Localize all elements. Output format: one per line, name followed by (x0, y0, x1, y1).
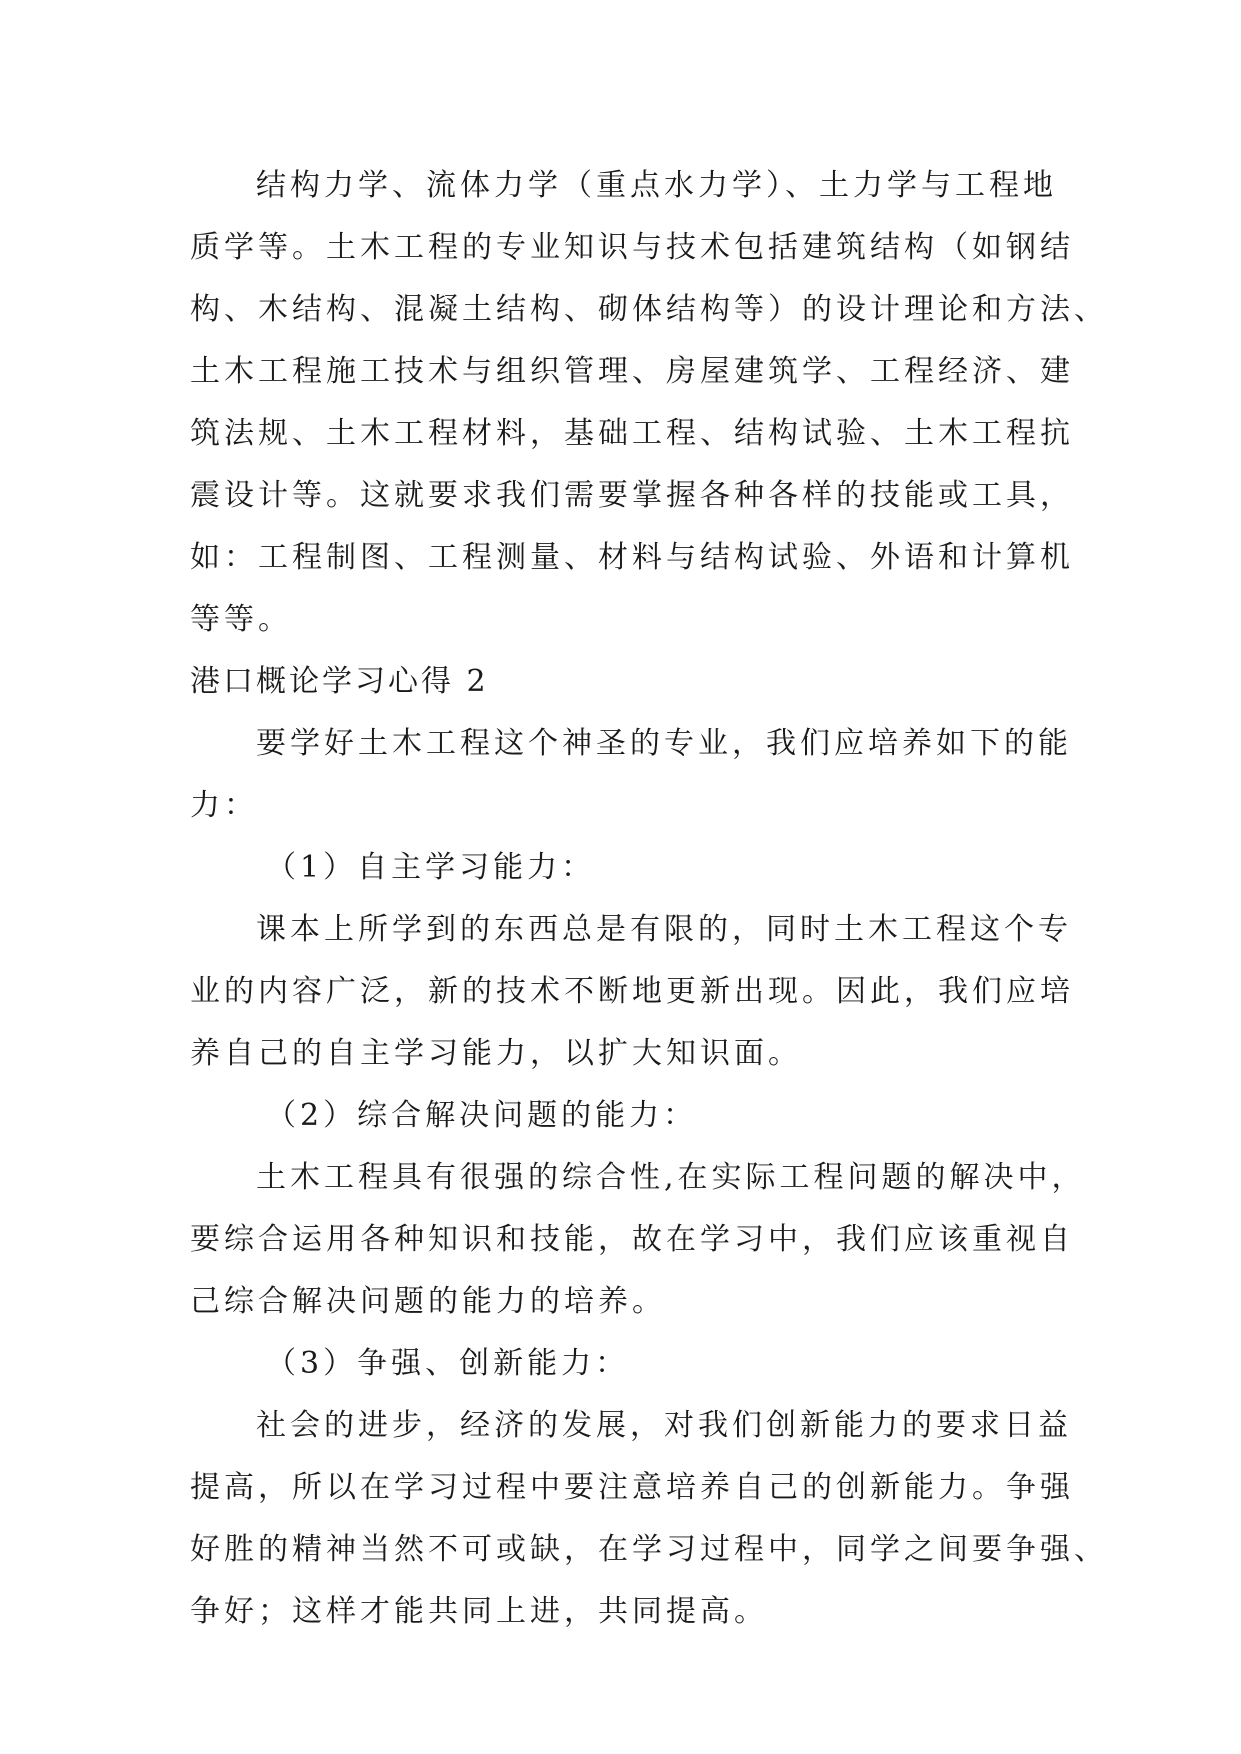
text-line: 筑法规、土木工程材料，基础工程、结构试验、土木工程抗 (190, 416, 1074, 451)
item-title-1: （1）自主学习能力： (266, 850, 596, 885)
paragraph-item-2 (190, 1147, 1086, 1333)
text-line: 结构力学、流体力学（重点水力学）、土力学与工程地 (256, 168, 1057, 203)
text-line: 社会的进步，经济的发展，对我们创新能力的要求日益 (256, 1408, 1072, 1443)
text-line: 己综合解决问题的能力的培养。 (190, 1284, 666, 1319)
document-page (190, 155, 1108, 1643)
text-line: 等等。 (190, 602, 292, 637)
text-line: 课本上所学到的东西总是有限的，同时土木工程这个专 (256, 912, 1072, 947)
paragraph-intro (190, 713, 1072, 837)
text-line: 如：工程制图、工程测量、材料与结构试验、外语和计算机 (190, 540, 1074, 575)
item-title-3: （3）争强、创新能力： (266, 1346, 630, 1381)
text-line: 争好；这样才能共同上进，共同提高。 (190, 1594, 768, 1629)
text-line: 要综合运用各种知识和技能，故在学习中，我们应该重视自 (190, 1222, 1074, 1257)
paragraph-item-3 (190, 1395, 1108, 1643)
item-title-2: （2）综合解决问题的能力： (266, 1098, 698, 1133)
text-line: 好胜的精神当然不可或缺，在学习过程中，同学之间要争强、 (190, 1532, 1108, 1567)
text-line: 力： (190, 788, 258, 823)
text-line: 养自己的自主学习能力，以扩大知识面。 (190, 1036, 802, 1071)
text-line: 提高，所以在学习过程中要注意培养自己的创新能力。争强 (190, 1470, 1074, 1505)
text-line: 构、木结构、混凝土结构、砌体结构等）的设计理论和方法、 (190, 292, 1108, 327)
text-line: 土木工程施工技术与组织管理、房屋建筑学、工程经济、建 (190, 354, 1074, 389)
text-line: 震设计等。这就要求我们需要掌握各种各样的技能或工具， (190, 478, 1074, 513)
paragraph-item-1 (190, 899, 1074, 1085)
text-line: 业的内容广泛，新的技术不断地更新出现。因此，我们应培 (190, 974, 1074, 1009)
text-line: 土木工程具有很强的综合性,在实际工程问题的解决中， (256, 1160, 1086, 1195)
text-line: 质学等。土木工程的专业知识与技术包括建筑结构（如钢结 (190, 230, 1074, 265)
section-heading: 港口概论学习心得 2 (190, 664, 489, 699)
text-line: 要学好土木工程这个神圣的专业，我们应培养如下的能 (256, 726, 1072, 761)
paragraph-continued (190, 155, 1108, 651)
